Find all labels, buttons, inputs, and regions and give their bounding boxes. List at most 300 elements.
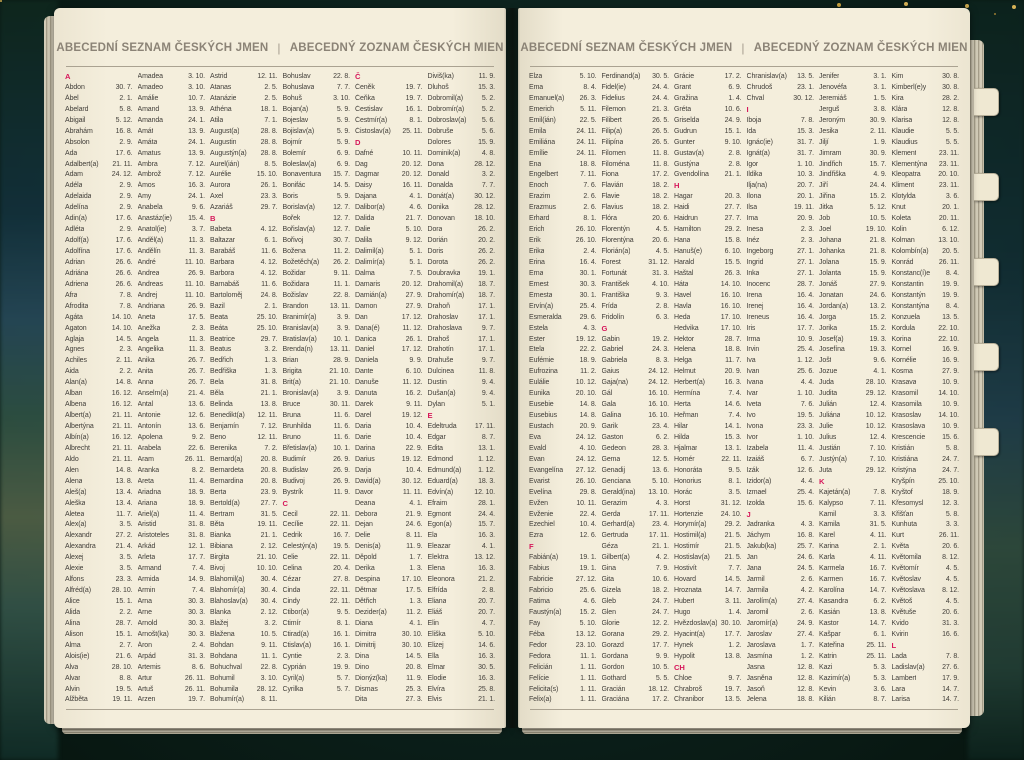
nameday-date: 28. 7. xyxy=(797,280,814,288)
nameday-date: 18. 3. xyxy=(478,477,495,485)
name-label: Bohuslav xyxy=(282,73,311,80)
name-label: Gilbert(a) xyxy=(601,554,630,562)
nameday-date: 14. 8. xyxy=(579,401,597,409)
name-entry xyxy=(283,542,351,553)
name-label: Alexej xyxy=(65,554,84,562)
nameday-date: 13. 10. xyxy=(648,488,669,496)
name-label: Gustav(a) xyxy=(674,149,704,157)
name-label: Ambra xyxy=(137,160,158,168)
nameday-date: 25. 10. xyxy=(938,477,959,485)
nameday-date: 13. 4. xyxy=(115,499,133,507)
name-label: Dalie xyxy=(355,226,371,234)
name-label: Honorius xyxy=(674,477,702,485)
nameday-date: 20. 8. xyxy=(405,663,423,671)
name-label: Abigail xyxy=(65,116,86,124)
name-label: Hilar xyxy=(674,423,688,430)
nameday-date: 30. 11. xyxy=(329,401,350,409)
nameday-date: 11. 9. xyxy=(478,73,495,80)
name-label: Adléta xyxy=(65,226,85,234)
nameday-date: 16. 6. xyxy=(942,630,959,638)
section-letter: H xyxy=(674,181,680,191)
name-label: Aleška xyxy=(65,499,86,507)
name-label: Adolf(a) xyxy=(65,237,89,245)
nameday-date: 4. 7. xyxy=(481,619,495,627)
name-label: Gita xyxy=(601,576,614,584)
nameday-date: 30. 4. xyxy=(260,598,278,605)
name-entry xyxy=(747,586,815,597)
nameday-date: 4. 10. xyxy=(579,444,597,452)
name-entry xyxy=(65,575,133,586)
nameday-date: 1. 11. xyxy=(580,685,597,693)
nameday-date: 16. 12. xyxy=(111,433,133,441)
name-entry xyxy=(819,247,887,258)
name-label: Delie xyxy=(355,532,371,540)
name-label: Kleopatra xyxy=(891,171,921,179)
name-entry xyxy=(283,181,351,192)
name-entry xyxy=(747,335,815,346)
name-label: Kasandra xyxy=(819,598,849,605)
name-label: Arnošt(ka) xyxy=(137,630,169,638)
name-entry xyxy=(602,72,670,83)
nameday-date: 7. 10. xyxy=(869,444,887,452)
name-entry xyxy=(674,422,742,433)
nameday-date: 2. 5. xyxy=(264,94,278,102)
name-label: Krasomila xyxy=(891,401,922,409)
name-entry xyxy=(674,564,742,575)
name-entry xyxy=(892,203,960,214)
nameday-date: 19. 7. xyxy=(405,94,423,102)
name-label: Bernardina xyxy=(210,477,244,485)
name-entry xyxy=(428,291,496,302)
name-label: Jindřiška xyxy=(819,171,846,179)
name-label: Irvin xyxy=(746,346,760,354)
nameday-date: 1. 2. xyxy=(728,641,742,649)
name-label: Ada xyxy=(65,149,78,157)
nameday-date: 14. 5. xyxy=(115,335,133,343)
name-label: Ervín(a) xyxy=(529,302,554,310)
name-label: Karmela xyxy=(819,565,845,573)
name-entry xyxy=(602,542,670,553)
nameday-date: 15. 9. xyxy=(478,138,495,146)
nameday-date: 3. 9. xyxy=(336,324,350,332)
nameday-date: 29. 2. xyxy=(652,630,669,638)
name-entry xyxy=(138,608,206,619)
nameday-date: 30. 10. xyxy=(401,630,423,638)
name-entry xyxy=(283,400,351,411)
name-label: Jaroslava xyxy=(746,641,776,649)
name-entry xyxy=(65,597,133,608)
section-letter: CH xyxy=(674,662,685,672)
nameday-date: 10. 9. xyxy=(942,379,959,387)
name-entry xyxy=(819,510,887,521)
nameday-date: 9. 12. xyxy=(405,237,423,245)
nameday-date: 14. 9. xyxy=(188,576,205,584)
name-label: Florentýna xyxy=(601,237,634,245)
name-entry xyxy=(529,466,597,477)
name-entry xyxy=(747,203,815,214)
name-label: David(a) xyxy=(355,477,381,485)
name-entry xyxy=(747,94,815,105)
name-label: Dolores xyxy=(427,138,451,146)
nameday-date: 15. 9. xyxy=(869,269,887,277)
name-label: Bedřich xyxy=(210,357,234,365)
name-entry xyxy=(210,455,278,466)
name-label: Gerhard(a) xyxy=(601,521,635,529)
name-label: Afrodita xyxy=(65,302,89,310)
name-entry xyxy=(529,608,597,619)
nameday-date: 15. 5. xyxy=(724,258,742,266)
name-label: Ctislav(a) xyxy=(282,641,312,649)
name-entry xyxy=(529,619,597,630)
nameday-date: 20. 5. xyxy=(942,248,959,255)
name-label: Jorika xyxy=(819,324,838,332)
name-label: Evženie xyxy=(529,510,554,518)
nameday-date: 9. 7. xyxy=(481,357,495,365)
nameday-date: 24. 12. xyxy=(648,379,669,387)
nameday-date: 13. 8. xyxy=(115,477,133,485)
name-label: Krasomil xyxy=(891,390,918,398)
name-entry xyxy=(210,302,278,313)
name-entry xyxy=(674,433,742,444)
name-entry xyxy=(819,313,887,324)
name-entry xyxy=(428,94,496,105)
nameday-date: 13. 12. xyxy=(474,554,495,562)
nameday-date: 2. 3. xyxy=(119,346,133,354)
nameday-date: 17. 11. xyxy=(648,532,669,540)
name-entry xyxy=(819,542,887,553)
nameday-date: 24. 1. xyxy=(188,138,205,146)
name-label: Eduard(a) xyxy=(427,477,458,485)
nameday-date: 6. 1. xyxy=(873,630,887,638)
name-label: Brandon xyxy=(282,302,309,310)
nameday-date: 10. 4. xyxy=(405,466,423,474)
name-label: Jonatan xyxy=(819,291,844,299)
nameday-date: 10. 5. xyxy=(260,630,278,638)
nameday-date: 10. 5. xyxy=(869,215,887,223)
name-entry xyxy=(674,203,742,214)
nameday-date: 28. 1. xyxy=(478,499,495,507)
name-label: Františka xyxy=(601,291,630,299)
nameday-date: 15. 1. xyxy=(115,598,133,605)
nameday-date: 22. 6. xyxy=(188,444,205,452)
nameday-date: 26. 7. xyxy=(188,368,205,376)
name-entry xyxy=(747,499,815,510)
nameday-date: 22. 8. xyxy=(260,663,278,671)
nameday-date: 14. 5. xyxy=(333,182,350,190)
name-entry xyxy=(210,116,278,127)
name-entry xyxy=(210,170,278,181)
name-label: Beatrice xyxy=(210,335,235,343)
thumb-tab xyxy=(974,258,999,286)
nameday-date: 3. 2. xyxy=(481,171,495,179)
name-label: Bystrík xyxy=(282,488,304,496)
nameday-date: 17. 1. xyxy=(478,335,495,343)
name-label: Bartoloměj xyxy=(210,291,243,299)
name-entry xyxy=(674,236,742,247)
name-label: Elodie xyxy=(427,674,447,682)
name-label: Gleb xyxy=(601,598,616,605)
nameday-date: 11. 4. xyxy=(188,510,205,518)
name-label: Boris xyxy=(282,193,298,201)
name-entry xyxy=(210,542,278,553)
nameday-date: 20. 4. xyxy=(333,565,350,573)
name-entry xyxy=(210,269,278,280)
nameday-date: 12. 8. xyxy=(797,674,814,682)
footer-rule xyxy=(530,709,958,710)
nameday-date: 5. 9. xyxy=(336,127,350,135)
name-entry xyxy=(747,247,815,258)
name-label: Andriana xyxy=(137,302,165,310)
name-label: Branislav(a) xyxy=(282,324,319,332)
name-label: Alexie xyxy=(65,565,84,573)
name-entry xyxy=(602,575,670,586)
nameday-date: 14. 7. xyxy=(724,587,742,595)
nameday-date: 19. 11. xyxy=(257,521,278,529)
name-label: Čestislav xyxy=(355,105,383,113)
name-entry xyxy=(529,203,597,214)
nameday-date: 12. 1. xyxy=(188,543,205,551)
name-label: Chloe xyxy=(674,674,692,682)
name-entry xyxy=(138,553,206,564)
name-entry xyxy=(747,324,815,335)
name-label: Gerazim xyxy=(601,499,628,507)
name-label: Květomír xyxy=(891,565,919,573)
name-label: Haštal xyxy=(674,269,694,277)
name-label: Kunhuta xyxy=(891,521,917,529)
name-label: Ivan xyxy=(746,368,760,376)
nameday-date: 15. 1. xyxy=(115,630,133,638)
name-label: Kvirin xyxy=(891,630,909,638)
name-label: Jenovéfa xyxy=(819,83,847,91)
nameday-date: 2. 7. xyxy=(119,641,133,649)
nameday-date: 13. 1. xyxy=(724,444,742,452)
name-entry xyxy=(892,695,960,706)
nameday-date: 11. 7. xyxy=(116,510,133,518)
name-entry xyxy=(65,181,133,192)
name-label: Ilja(na) xyxy=(746,182,768,190)
name-label: Kosma xyxy=(891,368,913,376)
name-entry xyxy=(819,181,887,192)
name-label: Benjamín xyxy=(210,423,239,430)
name-entry xyxy=(747,444,815,455)
name-label: Kimberl(e)y xyxy=(891,83,927,91)
nameday-date: 26. 9. xyxy=(333,477,350,485)
name-entry xyxy=(355,444,423,455)
name-label: Ida xyxy=(746,127,756,135)
nameday-date: 4. 12. xyxy=(260,226,278,234)
nameday-date: 2. 4. xyxy=(191,641,205,649)
name-entry xyxy=(819,564,887,575)
name-entry xyxy=(283,236,351,247)
nameday-date: 18. 7. xyxy=(478,280,495,288)
name-label: Fidelius xyxy=(601,94,625,102)
name-label: Konstanc(í)e xyxy=(891,269,930,277)
nameday-date: 16. 7. xyxy=(333,532,350,540)
nameday-date: 31. 3. xyxy=(652,269,669,277)
name-label: Elvíra xyxy=(427,685,445,693)
nameday-date: 28. 9. xyxy=(333,357,350,365)
nameday-date: 20. 11. xyxy=(938,215,959,223)
nameday-date: 27. 7. xyxy=(724,215,742,223)
nameday-date: 21. 11. xyxy=(112,455,133,463)
nameday-date: 15. 3. xyxy=(724,433,742,441)
nameday-date: 4. 5. xyxy=(945,598,959,605)
name-label: Graciána xyxy=(601,696,630,704)
nameday-date: 7. 11. xyxy=(870,499,887,507)
nameday-date: 16. 12. xyxy=(111,390,133,398)
name-entry xyxy=(355,291,423,302)
name-label: Josef(a) xyxy=(819,335,844,343)
nameday-date: 2. 9. xyxy=(119,193,133,201)
name-label: Baltazar xyxy=(210,237,235,245)
name-entry xyxy=(138,192,206,203)
name-label: Gedeon xyxy=(601,444,626,452)
nameday-date: 5. 9. xyxy=(336,116,350,124)
name-entry xyxy=(210,149,278,160)
name-label: Irena xyxy=(746,291,762,299)
nameday-date: 26. 10. xyxy=(575,237,597,245)
name-label: Kastor xyxy=(819,619,839,627)
name-label: Kajetán(a) xyxy=(819,488,851,496)
name-entry xyxy=(819,400,887,411)
nameday-date: 5. 11. xyxy=(580,105,597,113)
nameday-date: 21. 11. xyxy=(112,423,133,430)
nameday-date: 16. 10. xyxy=(648,390,669,398)
name-label: Alfons xyxy=(65,576,84,584)
name-label: Etela xyxy=(529,346,545,354)
section-letter: B xyxy=(210,214,216,224)
name-label: Adéla xyxy=(65,182,83,190)
nameday-date: 23. 9. xyxy=(260,488,278,496)
name-label: Berta xyxy=(210,488,227,496)
name-label: Arkád xyxy=(137,543,156,551)
name-label: Arzen xyxy=(137,696,156,704)
nameday-date: 2. 11. xyxy=(870,127,887,135)
name-entry xyxy=(747,520,815,531)
name-entry xyxy=(674,94,742,105)
name-label: Kamila xyxy=(819,521,840,529)
name-entry xyxy=(283,422,351,433)
name-entry xyxy=(428,477,496,488)
name-entry xyxy=(210,324,278,335)
name-label: Háta xyxy=(674,280,689,288)
name-label: Hostimil(a) xyxy=(674,532,707,540)
name-entry xyxy=(819,652,887,663)
name-label: Hvězdoslav(a) xyxy=(674,619,718,627)
name-label: Albert(a) xyxy=(65,412,91,420)
name-entry xyxy=(674,214,742,225)
nameday-date: 19. 11. xyxy=(793,204,814,212)
nameday-date: 7. 12. xyxy=(188,171,205,179)
name-label: Elmar xyxy=(427,663,446,671)
name-label: Dita xyxy=(355,696,368,704)
name-label: Kira xyxy=(891,94,904,102)
nameday-date: 2. 1. xyxy=(264,302,278,310)
name-entry xyxy=(674,225,742,236)
nameday-date: 13. 5. xyxy=(942,313,959,321)
name-label: Kryštof xyxy=(891,488,913,496)
name-entry xyxy=(355,214,423,225)
nameday-date: 31. 5. xyxy=(260,510,278,518)
name-label: Agnes xyxy=(65,346,85,354)
nameday-date: 23. 11. xyxy=(938,160,959,168)
name-label: Gvendolína xyxy=(674,171,709,179)
name-label: Jolana xyxy=(819,258,840,266)
nameday-date: 11. 10. xyxy=(184,291,205,299)
nameday-date: 2. 12. xyxy=(260,608,278,616)
name-entry xyxy=(355,553,423,564)
nameday-date: 2. 8. xyxy=(728,149,742,157)
name-label: Květuše xyxy=(891,608,917,616)
nameday-date: 10. 4. xyxy=(405,433,423,441)
nameday-date: 2. 12. xyxy=(260,543,278,551)
name-entry xyxy=(138,170,206,181)
nameday-date: 29. 8. xyxy=(579,488,597,496)
nameday-date: 30. 12. xyxy=(401,477,423,485)
nameday-date: 9. 2. xyxy=(191,433,205,441)
name-label: Kliment xyxy=(891,182,915,190)
name-label: Křesomysl xyxy=(891,499,924,507)
name-label: Daniel xyxy=(355,346,375,354)
nameday-date: 25. 10. xyxy=(256,313,278,321)
nameday-date: 22. 10. xyxy=(938,335,959,343)
name-entry xyxy=(674,269,742,280)
name-entry xyxy=(819,192,887,203)
name-entry xyxy=(65,641,133,652)
nameday-date: 5. 1. xyxy=(409,258,423,266)
name-label: Aneta xyxy=(137,313,156,321)
name-entry xyxy=(602,466,670,477)
name-label: Lada xyxy=(891,652,907,660)
name-label: Eufrozina xyxy=(529,368,558,376)
name-label: Jindřich xyxy=(819,160,843,168)
name-label: Dajana xyxy=(355,193,377,201)
name-label: Erazim xyxy=(529,193,551,201)
name-entry xyxy=(602,345,670,356)
nameday-date: 12. 7. xyxy=(333,226,350,234)
name-label: Dobroslav(a) xyxy=(427,116,467,124)
name-entry xyxy=(892,510,960,521)
name-entry xyxy=(602,356,670,367)
name-label: Andrej xyxy=(137,291,158,299)
name-entry xyxy=(529,575,597,586)
nameday-date: 8. 5. xyxy=(264,160,278,168)
nameday-date: 27. 9. xyxy=(942,368,959,376)
name-label: Aram xyxy=(137,455,154,463)
nameday-date: 1. 3. xyxy=(409,598,423,605)
name-label: Chranibor xyxy=(674,696,704,704)
name-entry xyxy=(210,105,278,116)
name-entry xyxy=(210,160,278,171)
nameday-date: 18. 12. xyxy=(648,685,669,693)
name-entry xyxy=(428,345,496,356)
nameday-date: 7. 9. xyxy=(655,565,669,573)
nameday-date: 5. 10. xyxy=(652,477,669,485)
nameday-date: 12. 8. xyxy=(797,663,814,671)
nameday-date: 27. 9. xyxy=(405,291,423,299)
nameday-date: 15. 2. xyxy=(579,608,597,616)
name-label: Erna xyxy=(529,269,544,277)
name-label: Adin(a) xyxy=(65,215,87,223)
nameday-date: 19. 7. xyxy=(724,685,742,693)
nameday-date: 26. 2. xyxy=(478,226,495,234)
name-entry xyxy=(892,499,960,510)
name-entry xyxy=(210,94,278,105)
name-entry xyxy=(428,663,496,674)
name-entry xyxy=(283,138,351,149)
name-entry xyxy=(674,411,742,422)
name-entry xyxy=(892,313,960,324)
